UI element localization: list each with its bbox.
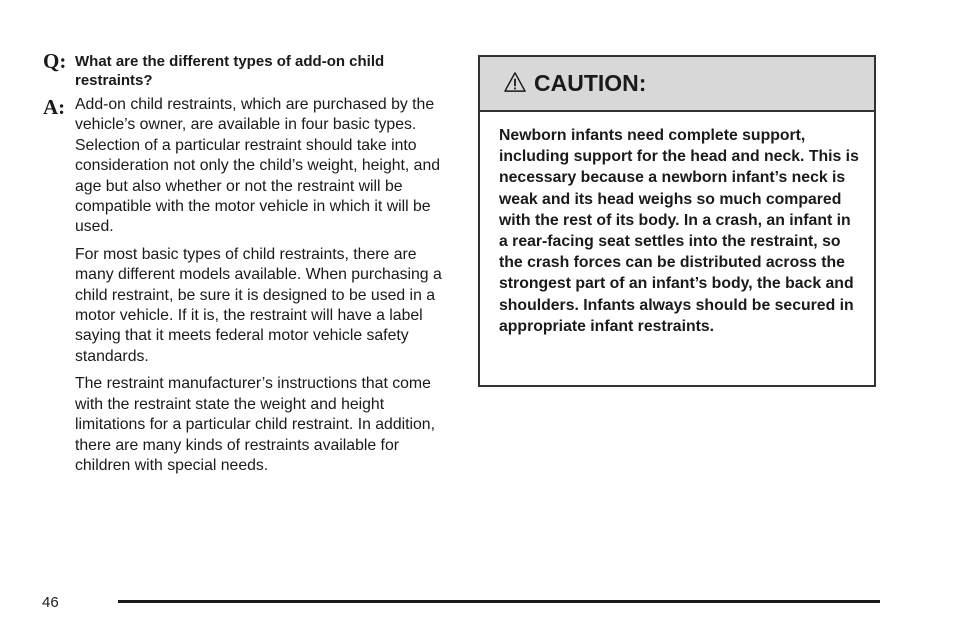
qa-section bbox=[40, 50, 450, 476]
question-text: What are the different types of add-on child restraints? bbox=[75, 53, 385, 89]
caution-box bbox=[478, 55, 876, 387]
answer-marker: A: bbox=[43, 95, 66, 119]
question-block bbox=[40, 50, 450, 90]
caution-header bbox=[480, 57, 874, 112]
footer-rule bbox=[118, 600, 880, 603]
caution-title: CAUTION: bbox=[534, 70, 647, 96]
answer-paragraph: For most basic types of child restraints, there are many different models available. When purchasing a child restraint, be sure it is designed to be used in a motor vehicle. If it is, the restraint will have a label saying that it meets federal motor vehicle safety standards. bbox=[75, 245, 442, 365]
answer-paragraph: Add-on child restraints, which are purchased by the vehicle’s owner, are available in four basic types. Selection of a particular restraint should take into consideration not only the child’s weight, height, and age but also whether or not the restraint will be compatible with the motor vehicle in which it will be used. bbox=[75, 96, 441, 236]
page-number: 46 bbox=[42, 594, 59, 611]
warning-triangle-icon bbox=[504, 71, 526, 93]
answer-block bbox=[40, 95, 450, 476]
question-marker: Q: bbox=[43, 49, 67, 73]
caution-body: Newborn infants need complete support, including support for the head and neck. This is necessary because a newborn infant’s neck is weak and its head weighs so much compared with the rest of its body. In a crash, an infant in a rear-facing seat settles into the restraint, so the crash forces can be distributed across the strongest part of an infant’s body, the back and shoulders. Infants always should be secured in appropriate infant restraints. bbox=[499, 127, 859, 335]
answer-paragraph: The restraint manufacturer’s instructions that come with the restraint state the weight and height limitations for a particular child restraint. In addition, there are many kinds of restraints available for children with special needs. bbox=[75, 375, 435, 474]
